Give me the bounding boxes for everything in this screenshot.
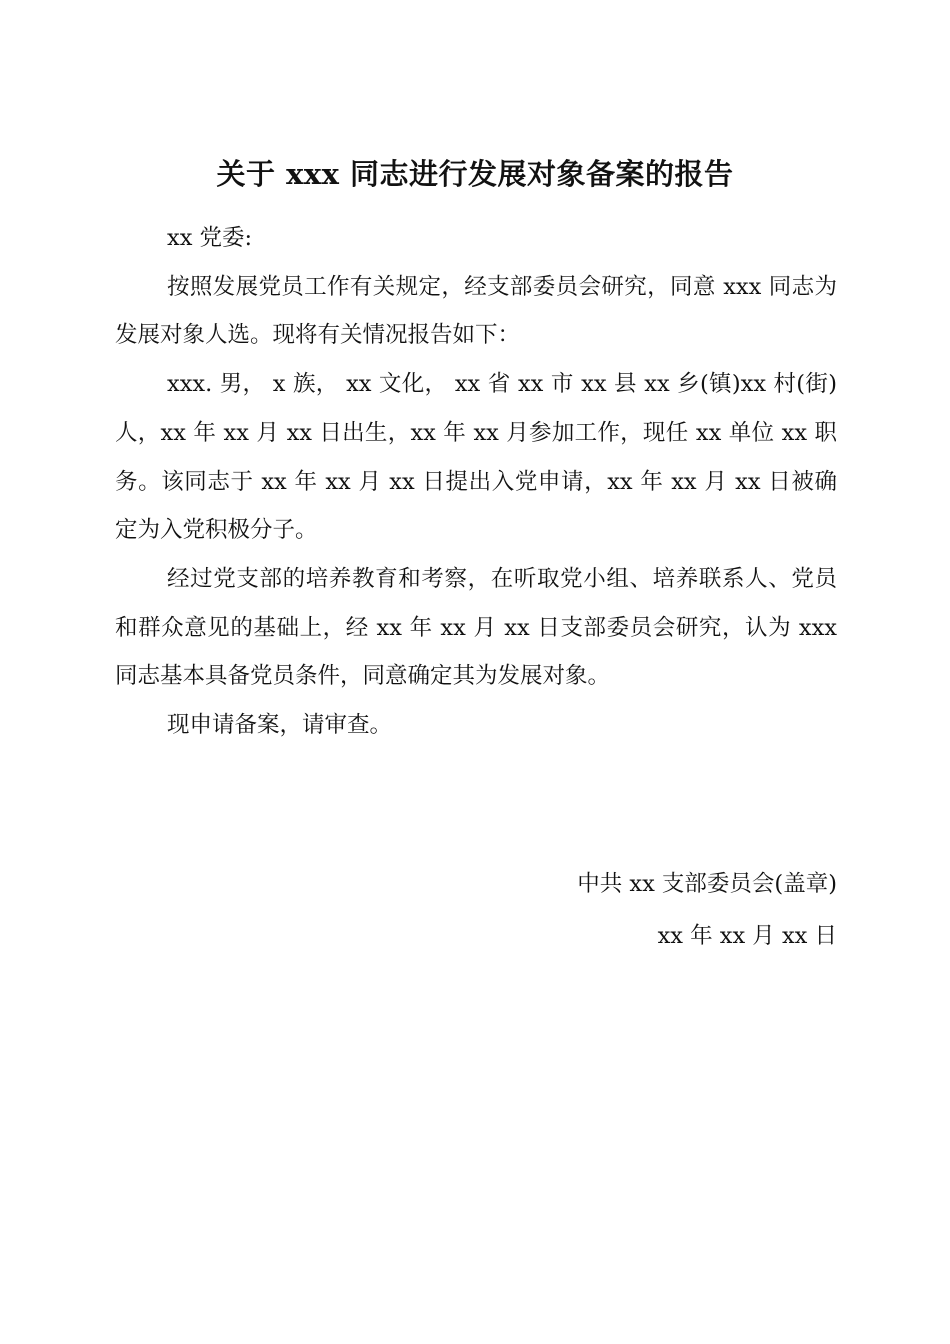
- paragraph-1: 按照发展党员工作有关规定，经支部委员会研究，同意 xxx 同志为发展对象人选。现将有关情况报告如下：: [115, 273, 837, 349]
- salutation: xx 党委:: [167, 225, 253, 251]
- paragraph-2: xxx. 男， x 族， xx 文化， xx 省 xx 市 xx 县 xx 乡(镇)xx 村(街)人，xx 年 xx 月 xx 日出生，xx 年 xx 月参加工作，现任 xx 单位 xx 职务。该同志于 xx 年 xx 月 xx 日提出入党申请，xx 年 xx 月 xx 日被确定为入党积极分子。: [115, 371, 837, 544]
- paragraph-4: 现申请备案，请审查。: [167, 712, 393, 739]
- signature-date: xx 年 xx 月 xx 日: [657, 923, 837, 949]
- document-body: [115, 214, 837, 750]
- document-title: 关于 xxx 同志进行发展对象备案的报告: [216, 157, 734, 191]
- signature-block: [337, 858, 837, 962]
- paragraph-3: 经过党支部的培养教育和考察，在听取党小组、培养联系人、党员和群众意见的基础上，经 xx 年 xx 月 xx 日支部委员会研究，认为 xxx 同志基本具备党员条件，同意确定其为发展对象。: [115, 565, 837, 690]
- signature-organization: 中共 xx 支部委员会(盖章): [577, 871, 837, 897]
